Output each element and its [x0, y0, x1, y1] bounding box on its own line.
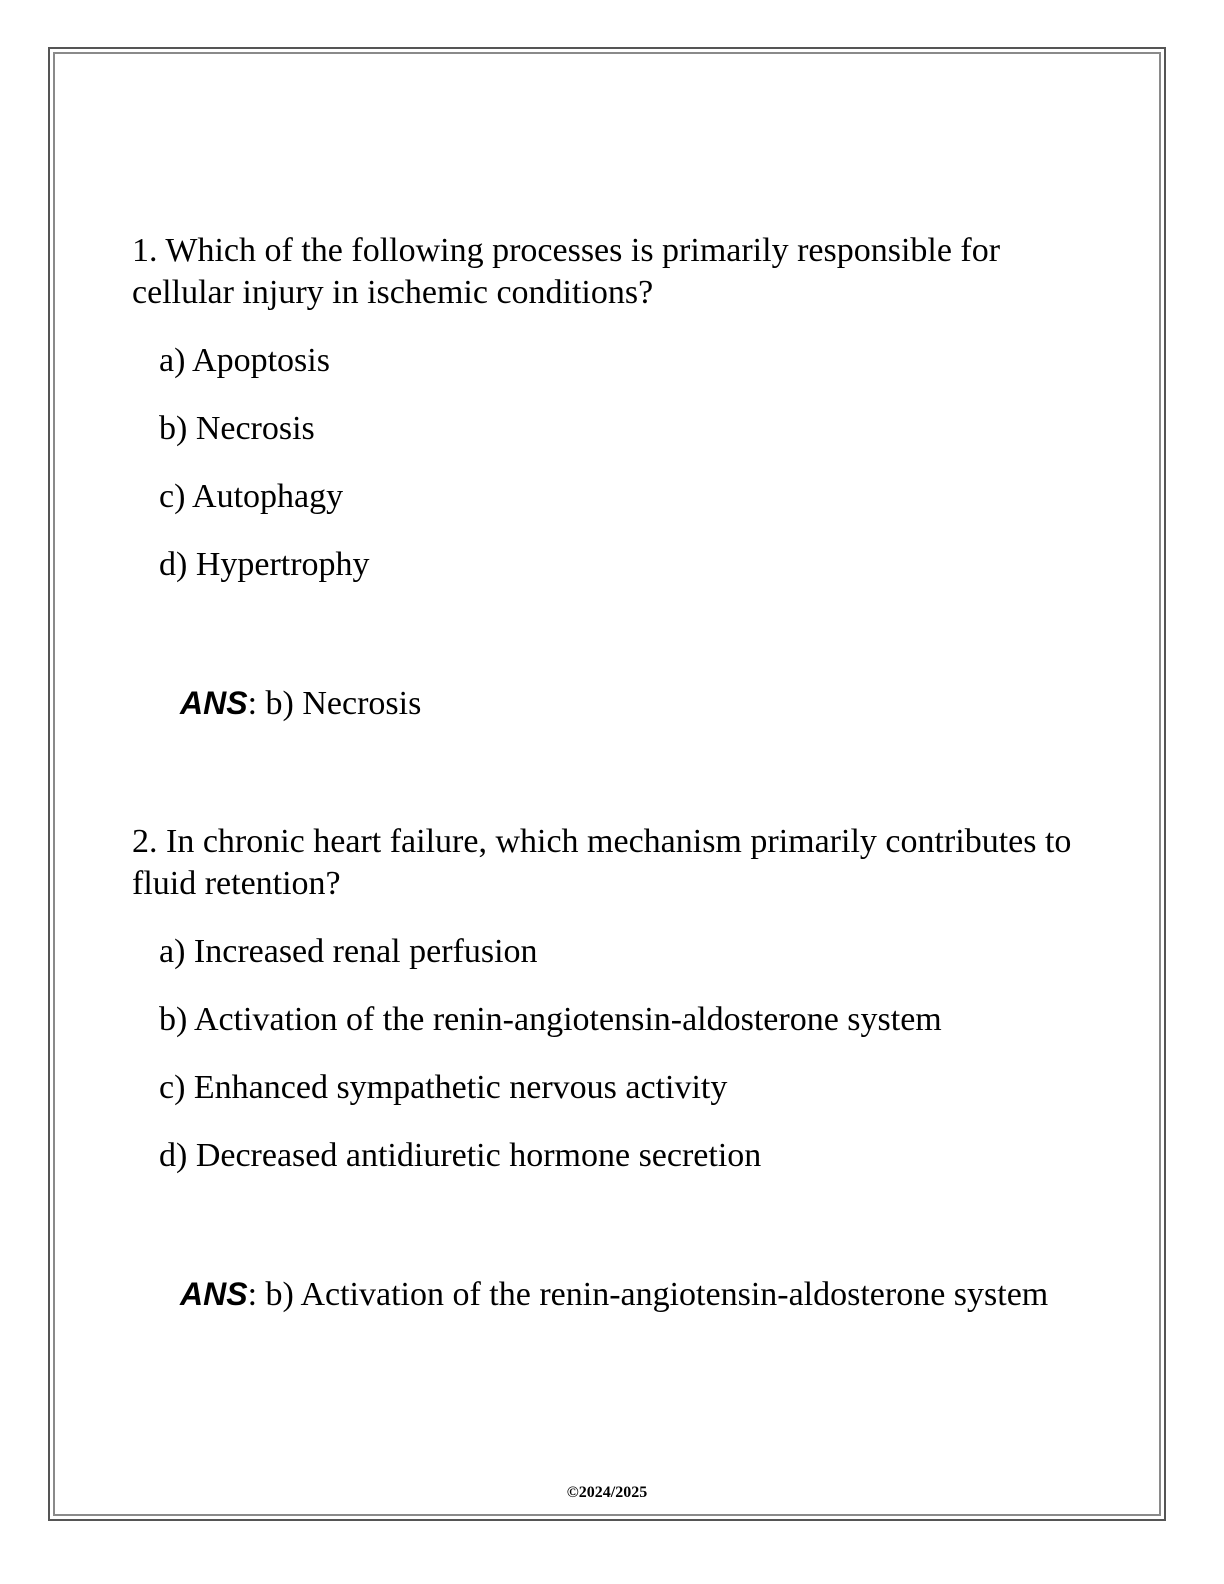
question-2-option-c: c) Enhanced sympathetic nervous activity — [159, 1069, 728, 1106]
copyright-footer: ©2024/2025 — [566, 1484, 648, 1501]
answer-label: ANS — [180, 1276, 248, 1312]
question-2-answer — [132, 1273, 1092, 1316]
question-1-text: 1. Which of the following processes is primarily responsible for cellular injury in ischemic conditions? — [132, 232, 1001, 311]
question-1-answer — [132, 682, 1092, 725]
question-1-option-d: d) Hypertrophy — [159, 546, 370, 583]
question-1-option-a: a) Apoptosis — [159, 342, 330, 379]
answer-text: : b) Activation of the renin-angiotensin-aldosterone system — [247, 1276, 1049, 1313]
question-2-text: 2. In chronic heart failure, which mechanism primarily contributes to fluid retention? — [132, 823, 1072, 902]
question-2-option-d: d) Decreased antidiuretic hormone secretion — [159, 1137, 762, 1174]
question-1-option-c: c) Autophagy — [159, 478, 344, 515]
answer-text: : b) Necrosis — [247, 685, 422, 722]
answer-label: ANS — [180, 685, 248, 721]
document-body — [132, 230, 1092, 1316]
question-2-option-a: a) Increased renal perfusion — [159, 933, 538, 970]
question-2-option-b: b) Activation of the renin-angiotensin-aldosterone system — [159, 1001, 942, 1038]
question-1-option-b: b) Necrosis — [159, 410, 315, 447]
